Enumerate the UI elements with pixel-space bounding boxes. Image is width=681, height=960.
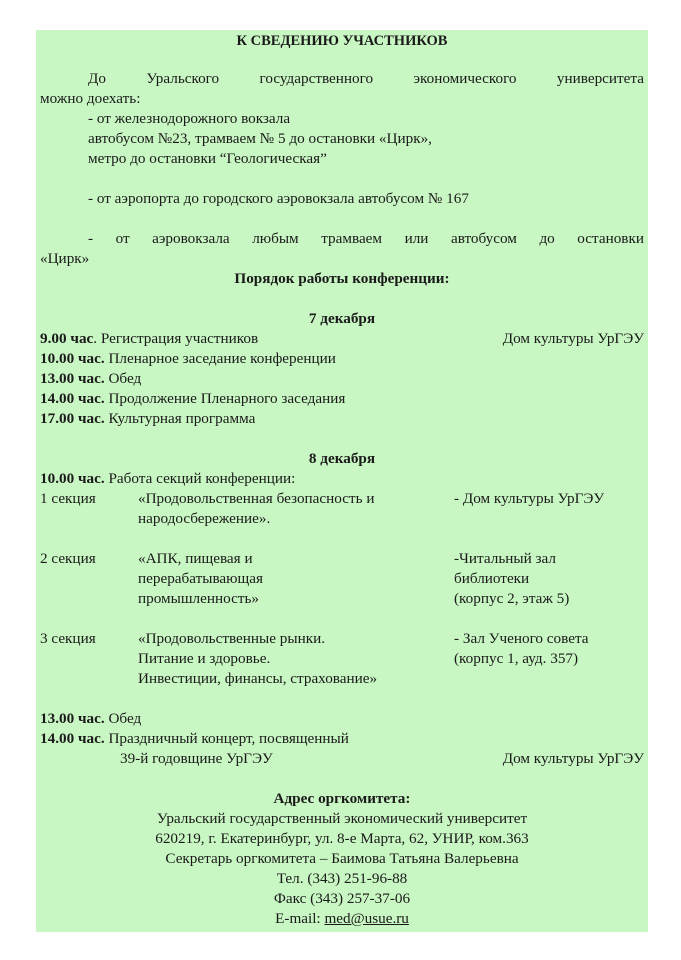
rail-line-1	[40, 109, 644, 129]
section-title-line: «Продовольственные рынки.	[138, 630, 326, 647]
schedule-place: Дом культуры УрГЭУ	[502, 330, 644, 347]
day1-schedule	[40, 329, 644, 429]
section-3	[40, 629, 644, 689]
schedule-time: 13.00 час.	[40, 370, 105, 387]
schedule-time: 17.00 час.	[40, 410, 105, 427]
schedule-row	[40, 729, 644, 749]
intro-line-2: можно доехать:	[40, 90, 141, 107]
section-place-line: библиотеки	[454, 570, 530, 587]
airterm-line-1: - от аэровокзала любым трамваем или автобусом до остановки	[88, 230, 644, 247]
committee-line: Секретарь оргкомитета – Баимова Татьяна Валерьевна	[165, 850, 519, 867]
schedule-text: . Регистрация участников	[93, 330, 259, 347]
section-place	[454, 549, 644, 609]
section-place	[454, 489, 644, 529]
committee-line: 620219, г. Екатеринбург, ул. 8-е Марта, 62, УНИР, ком.363	[155, 830, 529, 847]
schedule-text: Пленарное заседание конференции	[104, 350, 336, 367]
committee-line: Уральский государственный экономический университет	[156, 810, 528, 827]
section-place-line: - Дом культуры УрГЭУ	[454, 490, 605, 507]
schedule-text: Праздничный концерт, посвященный	[104, 730, 349, 747]
rail-line-3: метро до остановки “Геологическая”	[88, 150, 327, 167]
schedule-row	[40, 709, 644, 729]
schedule-entry	[40, 329, 258, 349]
airterm-line-2: «Цирк»	[40, 250, 90, 267]
day1-date: 7 декабря	[308, 310, 376, 327]
section-title-line: перерабатывающая	[138, 570, 263, 587]
section-title	[138, 629, 454, 689]
airport-line: - от аэропорта до городского аэровокзала автобусом № 167	[88, 190, 469, 207]
section-title-line: Инвестиции, финансы, страхование»	[138, 670, 378, 687]
section-place	[454, 629, 644, 689]
intro-line-1: До Уральского государственного экономического университета	[88, 70, 644, 87]
section-title-line: Питание и здоровье.	[138, 650, 271, 667]
section-place-line: (корпус 2, этаж 5)	[454, 590, 570, 607]
schedule-time: 13.00 час.	[40, 710, 105, 727]
section-number: 3 секция	[40, 630, 96, 647]
email-label: E-mail:	[275, 910, 325, 927]
document-title: К СВЕДЕНИЮ УЧАСТНИКОВ	[236, 33, 448, 49]
schedule-place: Дом культуры УрГЭУ	[502, 750, 644, 767]
schedule-text: Обед	[104, 370, 142, 387]
schedule-time: 10.00 час.	[40, 470, 105, 487]
schedule-row	[40, 349, 644, 369]
committee-heading: Адрес оргкомитета:	[273, 790, 411, 807]
schedule-row	[40, 329, 644, 349]
section-place-line: -Читальный зал	[454, 550, 556, 567]
section-title-line: «Продовольственная безопасность и	[138, 490, 375, 507]
section-title-line: промышленность»	[138, 590, 259, 607]
email-link[interactable]: med@usue.ru	[324, 910, 409, 927]
schedule-row	[40, 469, 644, 489]
schedule-text: Культурная программа	[104, 410, 256, 427]
section-1	[40, 489, 644, 529]
section-title-line: «АПК, пищевая и	[138, 550, 253, 567]
section-title	[138, 489, 454, 529]
day2-date: 8 декабря	[308, 450, 376, 467]
schedule-text: Продолжение Пленарного заседания	[104, 390, 346, 407]
program-heading: Порядок работы конференции:	[234, 270, 450, 287]
schedule-time: 14.00 час.	[40, 390, 105, 407]
committee-phone: Тел. (343) 251-96-88	[276, 870, 408, 887]
rail-text-1: - от железнодорожного вокзала	[88, 110, 291, 127]
schedule-row	[40, 389, 644, 409]
schedule-text: 39-й годовщине УрГЭУ	[120, 750, 273, 767]
schedule-row	[40, 369, 644, 389]
schedule-time: 9.00 час	[40, 330, 94, 347]
committee-fax: Факс (343) 257-37-06	[273, 890, 411, 907]
section-number: 2 секция	[40, 550, 96, 567]
section-place-line: - Зал Ученого совета	[454, 630, 589, 647]
committee-email-line	[40, 909, 644, 929]
document-content	[40, 30, 644, 929]
section-2	[40, 549, 644, 609]
schedule-row	[40, 409, 644, 429]
schedule-text: Работа секций конференции:	[104, 470, 296, 487]
section-title	[138, 549, 454, 609]
schedule-text: Обед	[104, 710, 142, 727]
schedule-time: 10.00 час.	[40, 350, 105, 367]
committee-address	[40, 789, 644, 929]
rail-line-2: автобусом №23, трамваем № 5 до остановки «Цирк»,	[88, 130, 432, 147]
section-place-line: (корпус 1, ауд. 357)	[454, 650, 579, 667]
section-title-line: народосбережение».	[138, 510, 271, 527]
section-number: 1 секция	[40, 490, 96, 507]
schedule-time: 14.00 час.	[40, 730, 105, 747]
schedule-row	[40, 749, 644, 769]
